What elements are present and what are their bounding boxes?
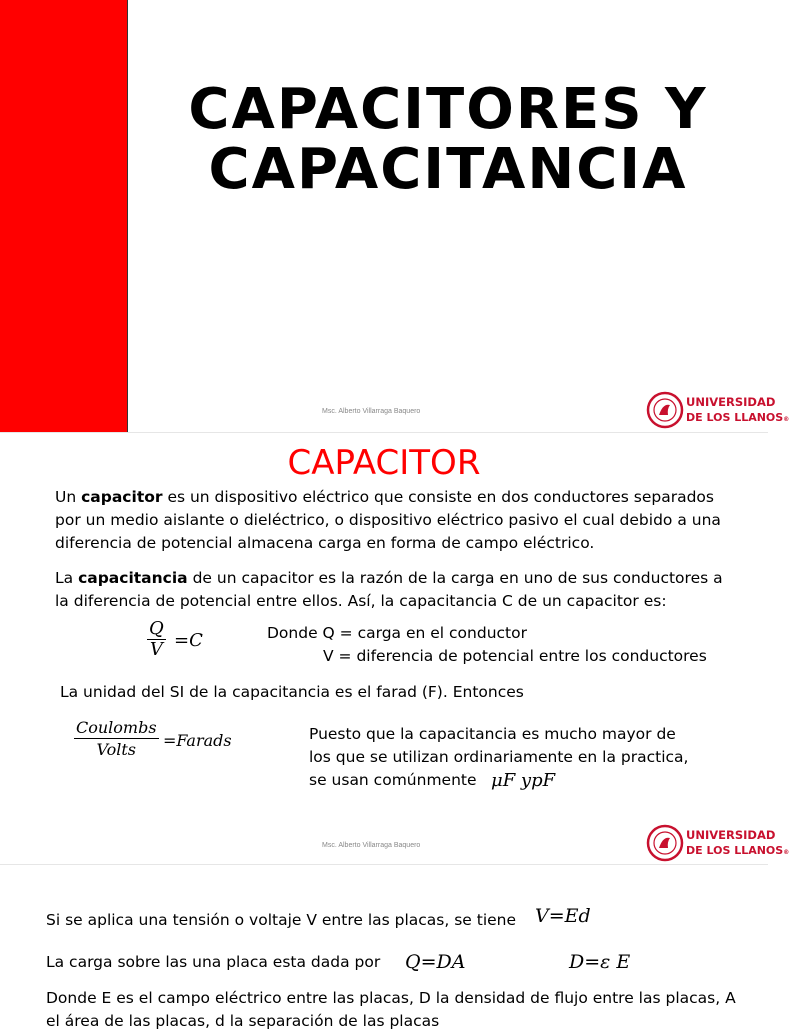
puesto-line-2: los que se utilizan ordinariamente en la practica, [309, 748, 689, 766]
tension-text: Si se aplica una tensión o voltaje V entre las placas, se tiene [46, 911, 517, 929]
puesto-line-1: Puesto que la capacitancia es mucho mayor de [309, 725, 676, 743]
logo-line-2: DE LOS LLANOS® [686, 411, 789, 424]
university-logo [646, 389, 789, 431]
definition-paragraph: Donde E es el campo eléctrico entre las placas, D la densidad de flujo entre las placas, A el área de las placas, d la separación de las placas [46, 989, 736, 1030]
title-line-1: CAPACITORES Y [188, 77, 708, 142]
formula-equals-farads: =Farads [163, 731, 232, 750]
donde-q-text: Donde Q = carga en el conductor [267, 624, 527, 642]
red-side-bar [0, 0, 128, 432]
puesto-line-3: se usan comúnmente [309, 771, 477, 789]
seal-icon [646, 391, 684, 429]
title-line-2: CAPACITANCIA [208, 137, 688, 202]
seal-icon [646, 824, 684, 862]
registered-mark: ® [783, 849, 789, 856]
slide-title [0, 0, 789, 432]
equation-q-da: Q=DA [405, 951, 466, 973]
slide-voltage [0, 864, 768, 1030]
logo-line-2: DE LOS LLANOS® [686, 844, 789, 857]
unidad-text: La unidad del SI de la capacitancia es el farad (F). Entonces [60, 683, 524, 701]
carga-text: La carga sobre las una placa esta dada por [46, 953, 381, 971]
formula-coulombs-volts: Coulombs Volts [76, 718, 157, 759]
units-formula: μF ypF [491, 770, 556, 791]
university-logo [646, 822, 789, 864]
equation-v-ed: V=Ed [535, 905, 591, 927]
slide-capacitor [0, 432, 789, 865]
slide-heading: CAPACITOR [287, 443, 481, 483]
equation-d-epsilon-e: D=ε E [569, 951, 631, 973]
registered-mark: ® [783, 416, 789, 423]
logo-line-1: UNIVERSIDAD [686, 395, 776, 409]
paragraph-capacitancia: La capacitancia de un capacitor es la razón de la carga en uno de sus conductores a la diferencia de potencial entre ellos. Así, la capacitancia C de un capacitor es: [55, 569, 723, 610]
slide-footer: Msc. Alberto Villarraga Baquero [322, 408, 421, 415]
formula-equals-c: =C [174, 630, 203, 651]
formula-q-over-v: $\frac{Q}{V}$ [149, 618, 164, 660]
paragraph-capacitor: Un capacitor es un dispositivo eléctrico que consiste en dos conductores separados por un medio aislante o dieléctrico, o dispositivo eléctrico pasivo el cual debido a una diferencia de potencial almacena carga en forma de campo eléctrico. [55, 488, 721, 552]
logo-line-1: UNIVERSIDAD [686, 828, 776, 842]
slide-title-text [128, 77, 768, 202]
donde-v-text: V = diferencia de potencial entre los conductores [323, 647, 707, 665]
slide-footer: Msc. Alberto Villarraga Baquero [322, 842, 421, 849]
